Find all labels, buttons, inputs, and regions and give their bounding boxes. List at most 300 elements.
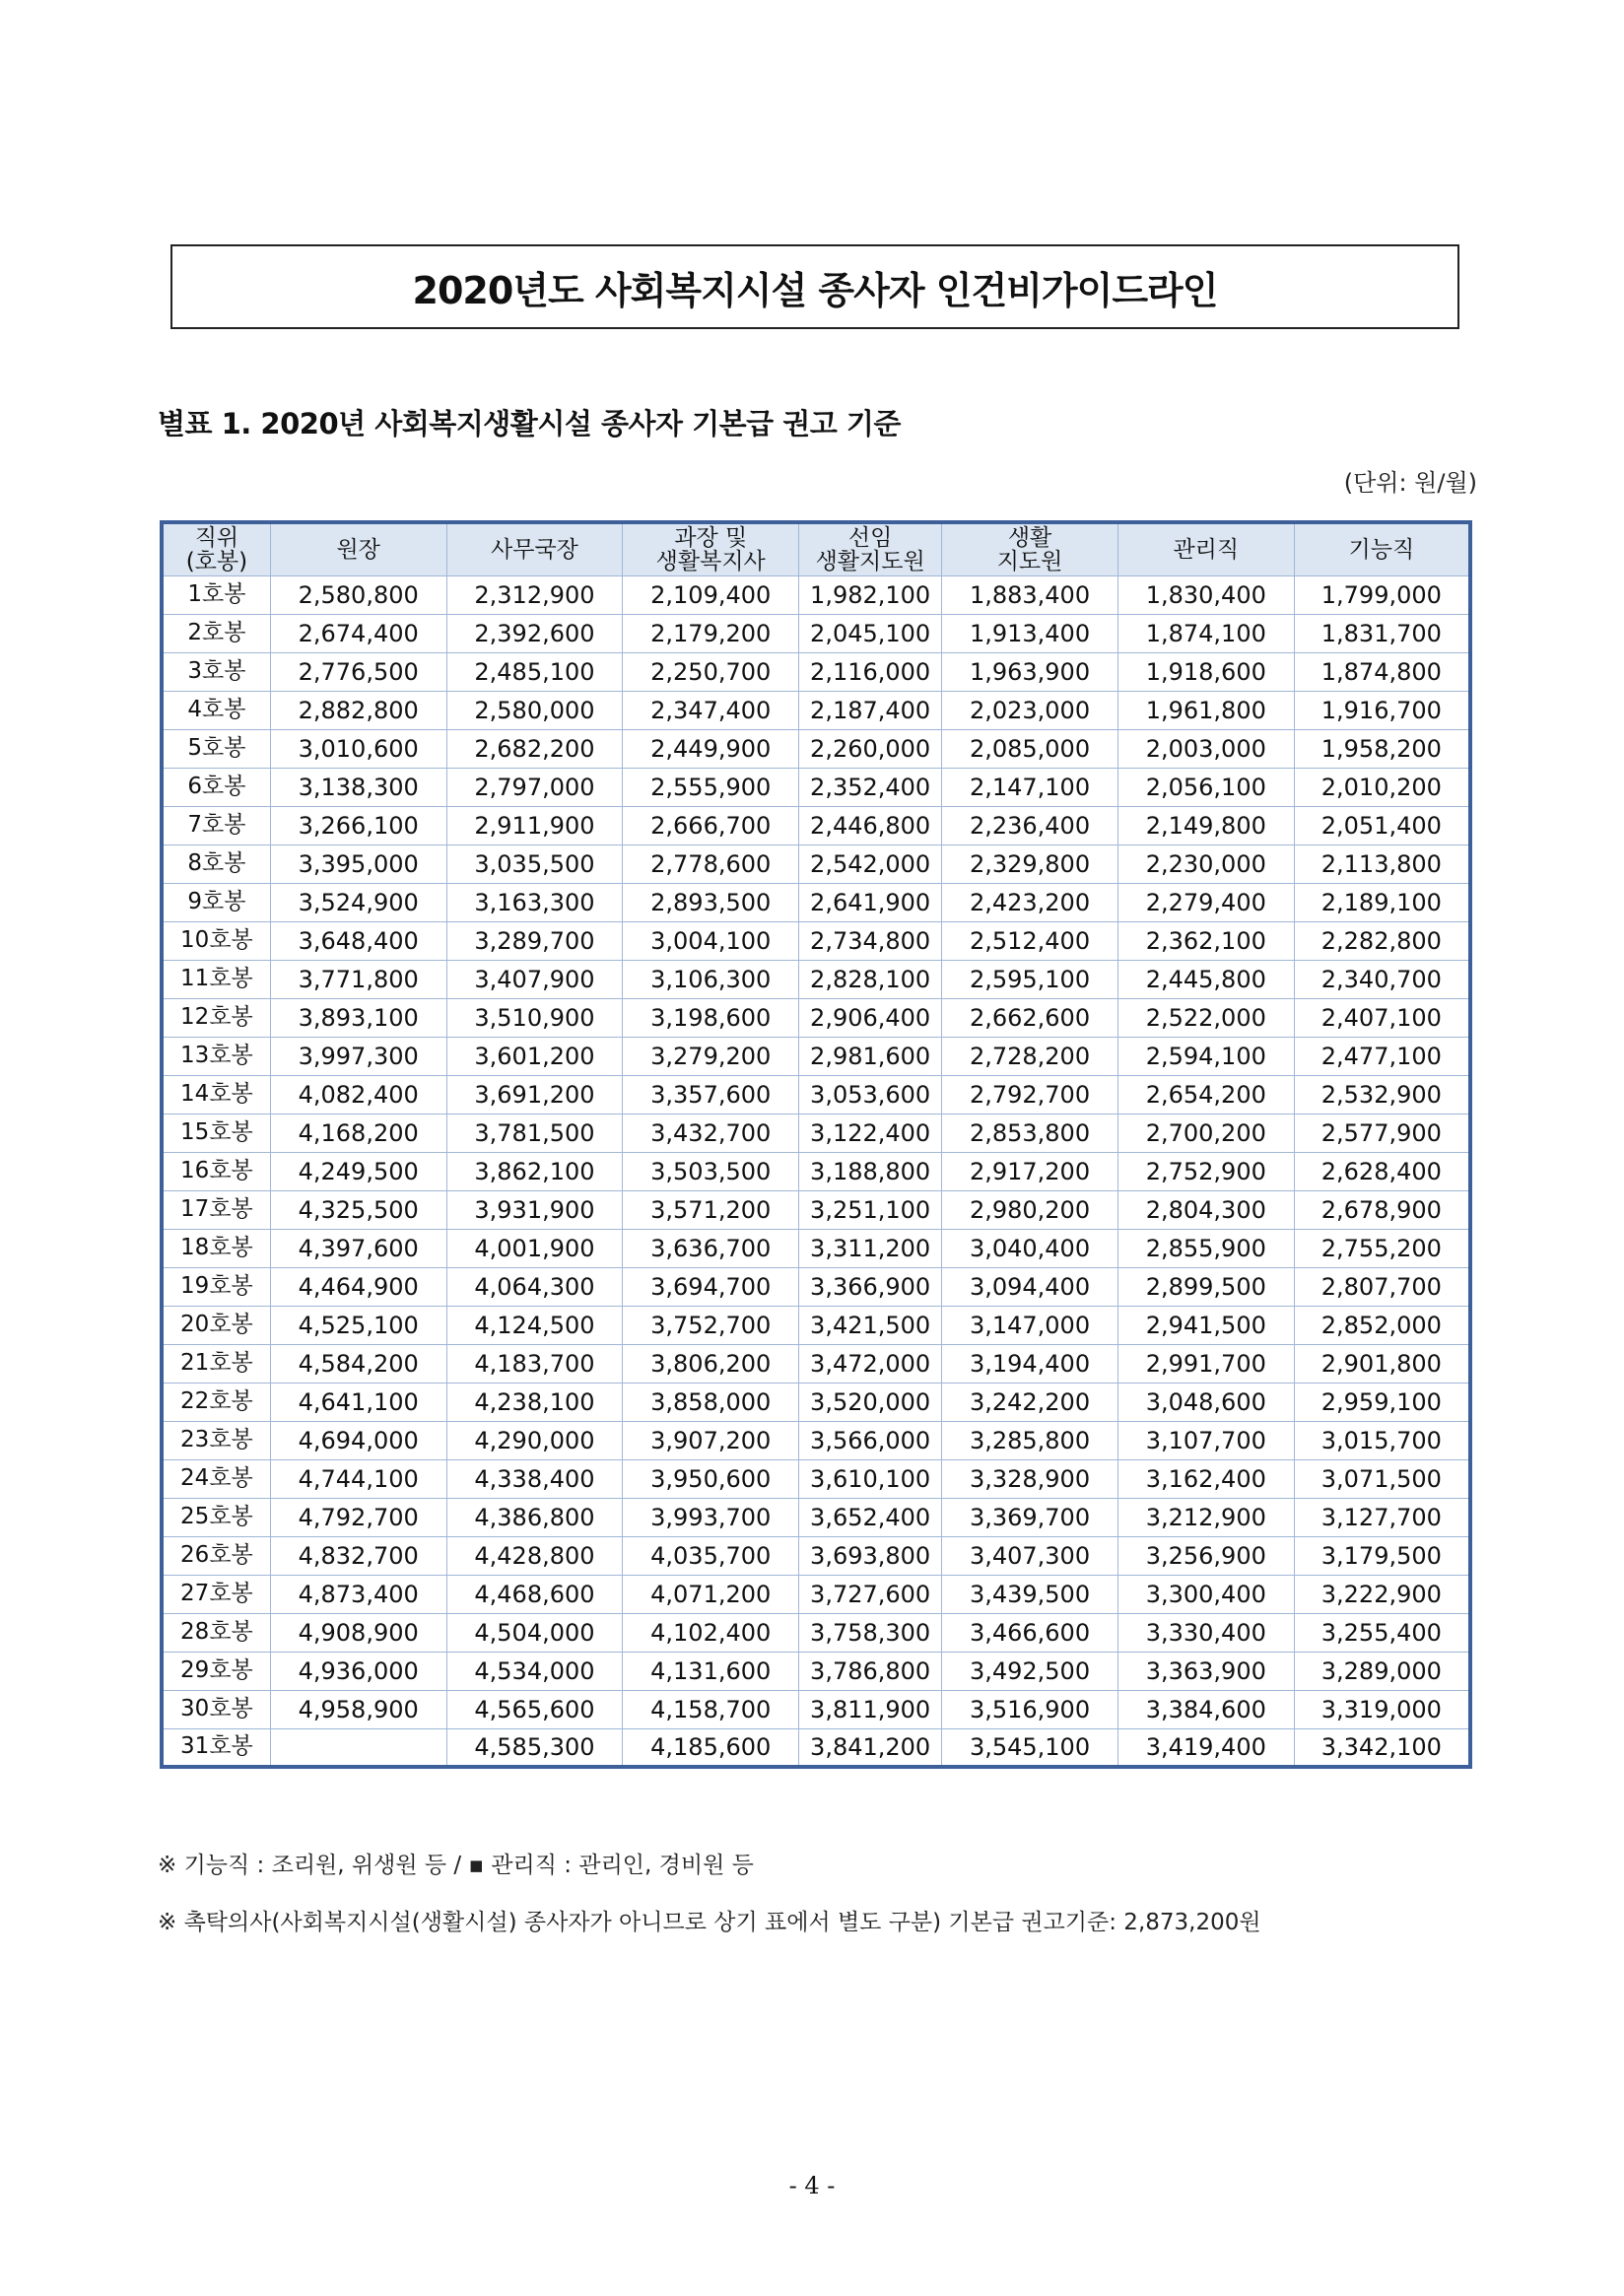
table-row bbox=[162, 998, 1470, 1037]
salary-cell: 3,300,400 bbox=[1117, 1575, 1294, 1613]
column-header-line: 지도원 bbox=[996, 548, 1063, 574]
grade-cell: 9호봉 bbox=[162, 883, 270, 921]
salary-cell: 3,997,300 bbox=[270, 1037, 446, 1075]
salary-cell: 3,862,100 bbox=[446, 1152, 623, 1190]
salary-cell: 1,883,400 bbox=[942, 575, 1118, 614]
salary-cell: 2,113,800 bbox=[1294, 844, 1470, 883]
salary-cell: 1,831,700 bbox=[1294, 614, 1470, 652]
salary-cell: 4,534,000 bbox=[446, 1652, 623, 1690]
table-row bbox=[162, 729, 1470, 768]
table-row bbox=[162, 1152, 1470, 1190]
grade-cell: 19호봉 bbox=[162, 1267, 270, 1306]
salary-cell: 3,524,900 bbox=[270, 883, 446, 921]
column-header bbox=[162, 522, 270, 575]
salary-cell: 4,071,200 bbox=[623, 1575, 799, 1613]
salary-cell: 3,492,500 bbox=[942, 1652, 1118, 1690]
grade-cell: 12호봉 bbox=[162, 998, 270, 1037]
salary-cell: 2,678,900 bbox=[1294, 1190, 1470, 1229]
salary-cell: 2,792,700 bbox=[942, 1075, 1118, 1114]
salary-cell: 3,893,100 bbox=[270, 998, 446, 1037]
table-row bbox=[162, 1421, 1470, 1459]
salary-cell: 2,580,800 bbox=[270, 575, 446, 614]
column-header-line: 기능직 bbox=[1348, 536, 1415, 563]
salary-cell: 4,428,800 bbox=[446, 1536, 623, 1575]
salary-cell: 2,828,100 bbox=[799, 960, 942, 998]
grade-cell: 26호봉 bbox=[162, 1536, 270, 1575]
salary-cell: 2,674,400 bbox=[270, 614, 446, 652]
salary-cell: 3,395,000 bbox=[270, 844, 446, 883]
salary-cell: 3,771,800 bbox=[270, 960, 446, 998]
column-header bbox=[623, 522, 799, 575]
salary-cell: 2,109,400 bbox=[623, 575, 799, 614]
grade-cell: 10호봉 bbox=[162, 921, 270, 960]
salary-cell: 2,662,600 bbox=[942, 998, 1118, 1037]
salary-cell: 2,807,700 bbox=[1294, 1267, 1470, 1306]
salary-cell: 2,752,900 bbox=[1117, 1152, 1294, 1190]
salary-cell: 2,682,200 bbox=[446, 729, 623, 768]
salary-cell: 2,853,800 bbox=[942, 1114, 1118, 1152]
salary-cell: 3,162,400 bbox=[1117, 1459, 1294, 1498]
salary-cell: 3,439,500 bbox=[942, 1575, 1118, 1613]
grade-cell: 29호봉 bbox=[162, 1652, 270, 1690]
column-header-line: 사무국장 bbox=[491, 536, 578, 563]
salary-cell: 2,980,200 bbox=[942, 1190, 1118, 1229]
salary-cell: 3,466,600 bbox=[942, 1613, 1118, 1652]
salary-cell: 1,830,400 bbox=[1117, 575, 1294, 614]
salary-cell: 2,917,200 bbox=[942, 1152, 1118, 1190]
salary-cell: 4,238,100 bbox=[446, 1383, 623, 1421]
table-row bbox=[162, 1728, 1470, 1767]
grade-cell: 6호봉 bbox=[162, 768, 270, 806]
footnote-job-types: ※ 기능직 : 조리원, 위생원 등 / ▪ 관리직 : 관리인, 경비원 등 bbox=[158, 1853, 754, 1878]
grade-cell: 11호봉 bbox=[162, 960, 270, 998]
salary-cell: 4,832,700 bbox=[270, 1536, 446, 1575]
salary-cell: 3,198,600 bbox=[623, 998, 799, 1037]
salary-cell: 3,907,200 bbox=[623, 1421, 799, 1459]
salary-cell: 2,260,000 bbox=[799, 729, 942, 768]
grade-cell: 1호봉 bbox=[162, 575, 270, 614]
column-header-line: 생활 bbox=[1007, 524, 1052, 551]
salary-cell: 4,792,700 bbox=[270, 1498, 446, 1536]
salary-cell: 4,158,700 bbox=[623, 1690, 799, 1728]
salary-cell: 3,384,600 bbox=[1117, 1690, 1294, 1728]
salary-cell: 2,852,000 bbox=[1294, 1306, 1470, 1344]
grade-cell: 4호봉 bbox=[162, 691, 270, 729]
table-row bbox=[162, 652, 1470, 691]
salary-cell: 2,362,100 bbox=[1117, 921, 1294, 960]
salary-cell: 4,744,100 bbox=[270, 1459, 446, 1498]
salary-cell: 4,694,000 bbox=[270, 1421, 446, 1459]
salary-cell: 3,571,200 bbox=[623, 1190, 799, 1229]
table-row bbox=[162, 1536, 1470, 1575]
salary-cell: 3,289,700 bbox=[446, 921, 623, 960]
salary-cell: 3,194,400 bbox=[942, 1344, 1118, 1383]
grade-cell: 23호봉 bbox=[162, 1421, 270, 1459]
table-row bbox=[162, 1344, 1470, 1383]
document-title: 2020년도 사회복지시설 종사자 인건비가이드라인 bbox=[412, 268, 1218, 312]
salary-cell: 3,516,900 bbox=[942, 1690, 1118, 1728]
grade-cell: 17호봉 bbox=[162, 1190, 270, 1229]
grade-cell: 14호봉 bbox=[162, 1075, 270, 1114]
column-header bbox=[799, 522, 942, 575]
salary-cell: 2,236,400 bbox=[942, 806, 1118, 844]
salary-cell: 2,776,500 bbox=[270, 652, 446, 691]
salary-cell: 2,230,000 bbox=[1117, 844, 1294, 883]
salary-cell: 1,874,800 bbox=[1294, 652, 1470, 691]
salary-cell: 2,392,600 bbox=[446, 614, 623, 652]
salary-cell: 4,908,900 bbox=[270, 1613, 446, 1652]
salary-cell: 4,124,500 bbox=[446, 1306, 623, 1344]
table-row bbox=[162, 1075, 1470, 1114]
column-header-line: 원장 bbox=[336, 536, 380, 563]
salary-cell: 3,993,700 bbox=[623, 1498, 799, 1536]
table-row bbox=[162, 960, 1470, 998]
salary-cell: 3,366,900 bbox=[799, 1267, 942, 1306]
salary-cell: 3,010,600 bbox=[270, 729, 446, 768]
table-row bbox=[162, 1114, 1470, 1152]
salary-cell: 2,116,000 bbox=[799, 652, 942, 691]
column-header-line: 과장 및 bbox=[674, 524, 748, 551]
salary-cell: 3,319,000 bbox=[1294, 1690, 1470, 1728]
salary-cell: 3,472,000 bbox=[799, 1344, 942, 1383]
salary-cell: 3,106,300 bbox=[623, 960, 799, 998]
salary-cell: 2,594,100 bbox=[1117, 1037, 1294, 1075]
column-header-line: 선임 bbox=[847, 524, 893, 551]
salary-cell: 2,595,100 bbox=[942, 960, 1118, 998]
salary-cell: 4,584,200 bbox=[270, 1344, 446, 1383]
salary-cell: 3,811,900 bbox=[799, 1690, 942, 1728]
salary-cell: 3,328,900 bbox=[942, 1459, 1118, 1498]
salary-cell: 2,149,800 bbox=[1117, 806, 1294, 844]
grade-cell: 3호봉 bbox=[162, 652, 270, 691]
salary-cell: 2,911,900 bbox=[446, 806, 623, 844]
column-header bbox=[270, 522, 446, 575]
salary-cell: 2,728,200 bbox=[942, 1037, 1118, 1075]
salary-cell: 2,477,100 bbox=[1294, 1037, 1470, 1075]
grade-cell: 8호봉 bbox=[162, 844, 270, 883]
salary-cell: 3,503,500 bbox=[623, 1152, 799, 1190]
column-header-line: 관리직 bbox=[1173, 536, 1240, 563]
salary-cell: 2,804,300 bbox=[1117, 1190, 1294, 1229]
salary-cell: 3,931,900 bbox=[446, 1190, 623, 1229]
grade-cell: 18호봉 bbox=[162, 1229, 270, 1267]
salary-cell: 2,023,000 bbox=[942, 691, 1118, 729]
table-header bbox=[162, 522, 1470, 575]
salary-cell: 4,102,400 bbox=[623, 1613, 799, 1652]
grade-cell: 24호봉 bbox=[162, 1459, 270, 1498]
salary-cell: 3,222,900 bbox=[1294, 1575, 1470, 1613]
table-row bbox=[162, 844, 1470, 883]
salary-cell: 2,329,800 bbox=[942, 844, 1118, 883]
table-row bbox=[162, 1575, 1470, 1613]
table-row bbox=[162, 1613, 1470, 1652]
salary-cell: 2,532,900 bbox=[1294, 1075, 1470, 1114]
salary-cell: 4,035,700 bbox=[623, 1536, 799, 1575]
column-header bbox=[1117, 522, 1294, 575]
page-number: - 4 - bbox=[788, 2172, 836, 2199]
salary-cell: 3,163,300 bbox=[446, 883, 623, 921]
salary-cell: 4,249,500 bbox=[270, 1152, 446, 1190]
salary-cell: 3,950,600 bbox=[623, 1459, 799, 1498]
salary-cell: 3,781,500 bbox=[446, 1114, 623, 1152]
salary-cell: 3,648,400 bbox=[270, 921, 446, 960]
salary-cell: 2,778,600 bbox=[623, 844, 799, 883]
salary-cell: 2,485,100 bbox=[446, 652, 623, 691]
salary-cell: 2,179,200 bbox=[623, 614, 799, 652]
salary-cell: 2,279,400 bbox=[1117, 883, 1294, 921]
salary-cell: 3,256,900 bbox=[1117, 1536, 1294, 1575]
salary-cell: 2,010,200 bbox=[1294, 768, 1470, 806]
unit-label: (단위: 원/월) bbox=[1343, 469, 1477, 497]
salary-cell: 2,187,400 bbox=[799, 691, 942, 729]
salary-cell: 2,340,700 bbox=[1294, 960, 1470, 998]
salary-cell: 3,601,200 bbox=[446, 1037, 623, 1075]
salary-cell: 4,325,500 bbox=[270, 1190, 446, 1229]
grade-cell: 5호봉 bbox=[162, 729, 270, 768]
salary-cell bbox=[270, 1728, 446, 1767]
column-header-line: 직위 bbox=[194, 524, 239, 551]
table-row bbox=[162, 1652, 1470, 1690]
salary-cell: 1,874,100 bbox=[1117, 614, 1294, 652]
table-row bbox=[162, 614, 1470, 652]
table-row bbox=[162, 1037, 1470, 1075]
salary-cell: 2,449,900 bbox=[623, 729, 799, 768]
salary-cell: 2,056,100 bbox=[1117, 768, 1294, 806]
salary-cell: 3,285,800 bbox=[942, 1421, 1118, 1459]
salary-cell: 3,147,000 bbox=[942, 1306, 1118, 1344]
salary-cell: 3,610,100 bbox=[799, 1459, 942, 1498]
salary-cell: 3,752,700 bbox=[623, 1306, 799, 1344]
salary-cell: 4,131,600 bbox=[623, 1652, 799, 1690]
table-row bbox=[162, 1306, 1470, 1344]
salary-cell: 3,691,200 bbox=[446, 1075, 623, 1114]
salary-cell: 4,504,000 bbox=[446, 1613, 623, 1652]
salary-cell: 4,641,100 bbox=[270, 1383, 446, 1421]
salary-cell: 2,347,400 bbox=[623, 691, 799, 729]
salary-cell: 3,048,600 bbox=[1117, 1383, 1294, 1421]
salary-cell: 4,386,800 bbox=[446, 1498, 623, 1536]
grade-cell: 22호봉 bbox=[162, 1383, 270, 1421]
salary-cell: 2,250,700 bbox=[623, 652, 799, 691]
salary-cell: 3,015,700 bbox=[1294, 1421, 1470, 1459]
column-header bbox=[1294, 522, 1470, 575]
salary-cell: 4,338,400 bbox=[446, 1459, 623, 1498]
table-row bbox=[162, 1498, 1470, 1536]
salary-cell: 2,045,100 bbox=[799, 614, 942, 652]
column-header bbox=[942, 522, 1118, 575]
section-title: 별표 1. 2020년 사회복지생활시설 종사자 기본급 권고 기준 bbox=[158, 407, 901, 440]
footnote-doctor-salary: ※ 촉탁의사(사회복지시설(생활시설) 종사자가 아니므로 상기 표에서 별도 구분) 기본급 권고기준: 2,873,200원 bbox=[158, 1910, 1261, 1935]
table-row bbox=[162, 883, 1470, 921]
salary-cell: 3,432,700 bbox=[623, 1114, 799, 1152]
salary-cell: 4,082,400 bbox=[270, 1075, 446, 1114]
salary-cell: 1,916,700 bbox=[1294, 691, 1470, 729]
grade-cell: 31호봉 bbox=[162, 1728, 270, 1767]
salary-cell: 2,577,900 bbox=[1294, 1114, 1470, 1152]
salary-cell: 2,147,100 bbox=[942, 768, 1118, 806]
salary-table bbox=[160, 520, 1472, 1769]
grade-cell: 20호봉 bbox=[162, 1306, 270, 1344]
table-row bbox=[162, 1267, 1470, 1306]
salary-cell: 3,127,700 bbox=[1294, 1498, 1470, 1536]
salary-cell: 1,982,100 bbox=[799, 575, 942, 614]
salary-cell: 2,282,800 bbox=[1294, 921, 1470, 960]
salary-cell: 2,352,400 bbox=[799, 768, 942, 806]
salary-cell: 2,522,000 bbox=[1117, 998, 1294, 1037]
table-row bbox=[162, 1190, 1470, 1229]
salary-cell: 2,906,400 bbox=[799, 998, 942, 1037]
salary-cell: 4,936,000 bbox=[270, 1652, 446, 1690]
salary-cell: 1,918,600 bbox=[1117, 652, 1294, 691]
grade-cell: 25호봉 bbox=[162, 1498, 270, 1536]
salary-cell: 4,565,600 bbox=[446, 1690, 623, 1728]
salary-cell: 3,510,900 bbox=[446, 998, 623, 1037]
salary-cell: 3,520,000 bbox=[799, 1383, 942, 1421]
salary-cell: 1,913,400 bbox=[942, 614, 1118, 652]
salary-cell: 3,407,300 bbox=[942, 1536, 1118, 1575]
salary-cell: 3,652,400 bbox=[799, 1498, 942, 1536]
salary-cell: 3,242,200 bbox=[942, 1383, 1118, 1421]
salary-cell: 2,542,000 bbox=[799, 844, 942, 883]
salary-cell: 3,357,600 bbox=[623, 1075, 799, 1114]
salary-cell: 4,290,000 bbox=[446, 1421, 623, 1459]
salary-cell: 4,958,900 bbox=[270, 1690, 446, 1728]
salary-cell: 4,001,900 bbox=[446, 1229, 623, 1267]
salary-cell: 2,189,100 bbox=[1294, 883, 1470, 921]
salary-cell: 2,312,900 bbox=[446, 575, 623, 614]
table-row bbox=[162, 1229, 1470, 1267]
table-body bbox=[162, 575, 1470, 1767]
salary-cell: 2,085,000 bbox=[942, 729, 1118, 768]
salary-cell: 3,212,900 bbox=[1117, 1498, 1294, 1536]
salary-cell: 3,138,300 bbox=[270, 768, 446, 806]
salary-cell: 2,512,400 bbox=[942, 921, 1118, 960]
salary-cell: 3,421,500 bbox=[799, 1306, 942, 1344]
table-row bbox=[162, 806, 1470, 844]
salary-cell: 2,899,500 bbox=[1117, 1267, 1294, 1306]
salary-cell: 3,407,900 bbox=[446, 960, 623, 998]
grade-cell: 28호봉 bbox=[162, 1613, 270, 1652]
salary-cell: 3,786,800 bbox=[799, 1652, 942, 1690]
salary-cell: 3,566,000 bbox=[799, 1421, 942, 1459]
salary-cell: 3,004,100 bbox=[623, 921, 799, 960]
salary-cell: 3,342,100 bbox=[1294, 1728, 1470, 1767]
table-row bbox=[162, 575, 1470, 614]
table-row bbox=[162, 691, 1470, 729]
salary-cell: 1,799,000 bbox=[1294, 575, 1470, 614]
salary-cell: 4,464,900 bbox=[270, 1267, 446, 1306]
grade-cell: 30호봉 bbox=[162, 1690, 270, 1728]
grade-cell: 21호봉 bbox=[162, 1344, 270, 1383]
grade-cell: 2호봉 bbox=[162, 614, 270, 652]
salary-cell: 1,961,800 bbox=[1117, 691, 1294, 729]
salary-cell: 2,855,900 bbox=[1117, 1229, 1294, 1267]
salary-cell: 3,053,600 bbox=[799, 1075, 942, 1114]
salary-cell: 2,882,800 bbox=[270, 691, 446, 729]
column-header-line: (호봉) bbox=[185, 548, 248, 574]
grade-cell: 16호봉 bbox=[162, 1152, 270, 1190]
salary-cell: 4,183,700 bbox=[446, 1344, 623, 1383]
salary-cell: 3,330,400 bbox=[1117, 1613, 1294, 1652]
salary-cell: 3,188,800 bbox=[799, 1152, 942, 1190]
table-row bbox=[162, 1690, 1470, 1728]
salary-cell: 4,064,300 bbox=[446, 1267, 623, 1306]
salary-cell: 3,071,500 bbox=[1294, 1459, 1470, 1498]
salary-cell: 2,641,900 bbox=[799, 883, 942, 921]
salary-cell: 3,545,100 bbox=[942, 1728, 1118, 1767]
salary-cell: 2,051,400 bbox=[1294, 806, 1470, 844]
salary-cell: 3,841,200 bbox=[799, 1728, 942, 1767]
column-header-line: 생활복지사 bbox=[655, 548, 766, 574]
salary-cell: 3,311,200 bbox=[799, 1229, 942, 1267]
salary-cell: 4,525,100 bbox=[270, 1306, 446, 1344]
salary-cell: 1,958,200 bbox=[1294, 729, 1470, 768]
document-title-box bbox=[170, 244, 1459, 329]
salary-cell: 4,397,600 bbox=[270, 1229, 446, 1267]
salary-cell: 4,168,200 bbox=[270, 1114, 446, 1152]
salary-cell: 3,363,900 bbox=[1117, 1652, 1294, 1690]
salary-cell: 2,628,400 bbox=[1294, 1152, 1470, 1190]
table-row bbox=[162, 768, 1470, 806]
salary-cell: 2,003,000 bbox=[1117, 729, 1294, 768]
salary-cell: 2,734,800 bbox=[799, 921, 942, 960]
grade-cell: 27호봉 bbox=[162, 1575, 270, 1613]
table-row bbox=[162, 1459, 1470, 1498]
salary-cell: 4,585,300 bbox=[446, 1728, 623, 1767]
salary-cell: 2,901,800 bbox=[1294, 1344, 1470, 1383]
salary-cell: 2,654,200 bbox=[1117, 1075, 1294, 1114]
grade-cell: 13호봉 bbox=[162, 1037, 270, 1075]
grade-cell: 7호봉 bbox=[162, 806, 270, 844]
salary-cell: 3,369,700 bbox=[942, 1498, 1118, 1536]
salary-cell: 3,266,100 bbox=[270, 806, 446, 844]
salary-cell: 3,107,700 bbox=[1117, 1421, 1294, 1459]
salary-cell: 2,407,100 bbox=[1294, 998, 1470, 1037]
salary-cell: 3,122,400 bbox=[799, 1114, 942, 1152]
salary-cell: 2,991,700 bbox=[1117, 1344, 1294, 1383]
salary-cell: 3,806,200 bbox=[623, 1344, 799, 1383]
salary-cell: 2,423,200 bbox=[942, 883, 1118, 921]
salary-cell: 3,694,700 bbox=[623, 1267, 799, 1306]
column-header bbox=[446, 522, 623, 575]
column-header-line: 생활지도원 bbox=[815, 548, 925, 574]
salary-cell: 3,251,100 bbox=[799, 1190, 942, 1229]
salary-cell: 3,179,500 bbox=[1294, 1536, 1470, 1575]
salary-cell: 2,445,800 bbox=[1117, 960, 1294, 998]
salary-cell: 2,959,100 bbox=[1294, 1383, 1470, 1421]
grade-cell: 15호봉 bbox=[162, 1114, 270, 1152]
salary-cell: 3,727,600 bbox=[799, 1575, 942, 1613]
salary-cell: 3,255,400 bbox=[1294, 1613, 1470, 1652]
salary-cell: 2,941,500 bbox=[1117, 1306, 1294, 1344]
salary-cell: 3,289,000 bbox=[1294, 1652, 1470, 1690]
table-header-row bbox=[162, 522, 1470, 575]
salary-cell: 3,094,400 bbox=[942, 1267, 1118, 1306]
salary-cell: 4,185,600 bbox=[623, 1728, 799, 1767]
salary-cell: 3,040,400 bbox=[942, 1229, 1118, 1267]
salary-cell: 2,797,000 bbox=[446, 768, 623, 806]
salary-cell: 3,419,400 bbox=[1117, 1728, 1294, 1767]
salary-cell: 2,666,700 bbox=[623, 806, 799, 844]
table-row bbox=[162, 921, 1470, 960]
salary-cell: 3,035,500 bbox=[446, 844, 623, 883]
salary-cell: 2,555,900 bbox=[623, 768, 799, 806]
salary-cell: 2,893,500 bbox=[623, 883, 799, 921]
salary-cell: 2,981,600 bbox=[799, 1037, 942, 1075]
salary-cell: 3,636,700 bbox=[623, 1229, 799, 1267]
salary-cell: 3,858,000 bbox=[623, 1383, 799, 1421]
salary-cell: 2,446,800 bbox=[799, 806, 942, 844]
